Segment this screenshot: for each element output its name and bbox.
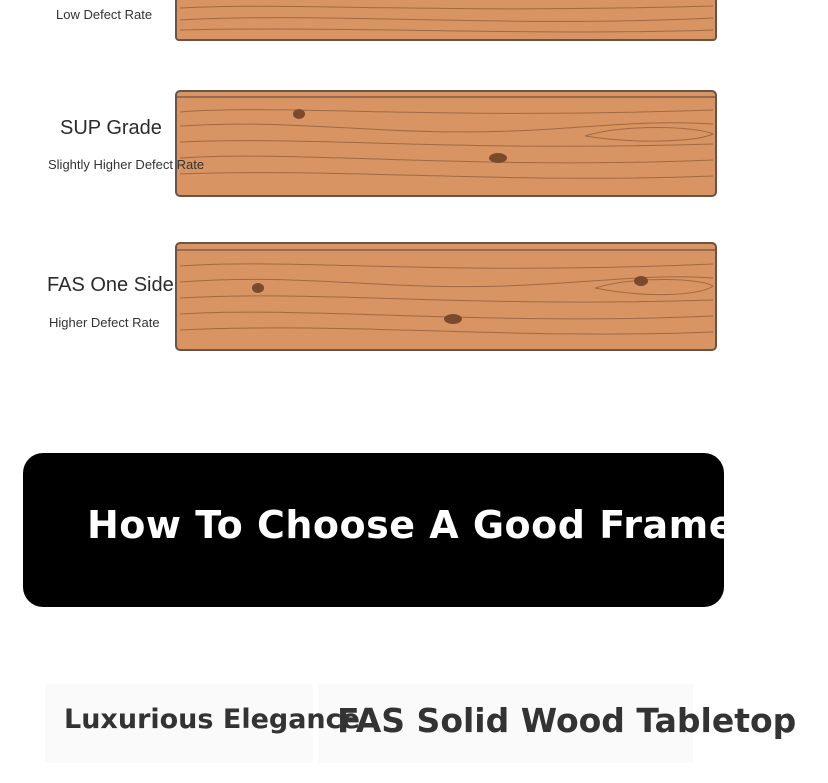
grade-2-title: SUP Grade xyxy=(60,117,162,139)
grade-2-subtitle: Slightly Higher Defect Rate xyxy=(48,157,205,172)
luxurious-elegance-heading: Luxurious Elegance xyxy=(64,704,360,735)
video-banner[interactable] xyxy=(23,453,828,607)
wood-board-grade-3 xyxy=(175,242,717,352)
grade-3-title: FAS One Side xyxy=(47,274,174,296)
banner-title: How To Choose A Good Frame? | C xyxy=(87,503,828,547)
grade-1-subtitle: Low Defect Rate xyxy=(56,7,153,22)
grade-3-subtitle: Higher Defect Rate xyxy=(49,315,160,330)
wood-board-grade-2 xyxy=(175,90,717,198)
fas-tabletop-heading: FAS Solid Wood Tabletop xyxy=(337,701,797,740)
wood-board-grade-1 xyxy=(175,0,717,42)
